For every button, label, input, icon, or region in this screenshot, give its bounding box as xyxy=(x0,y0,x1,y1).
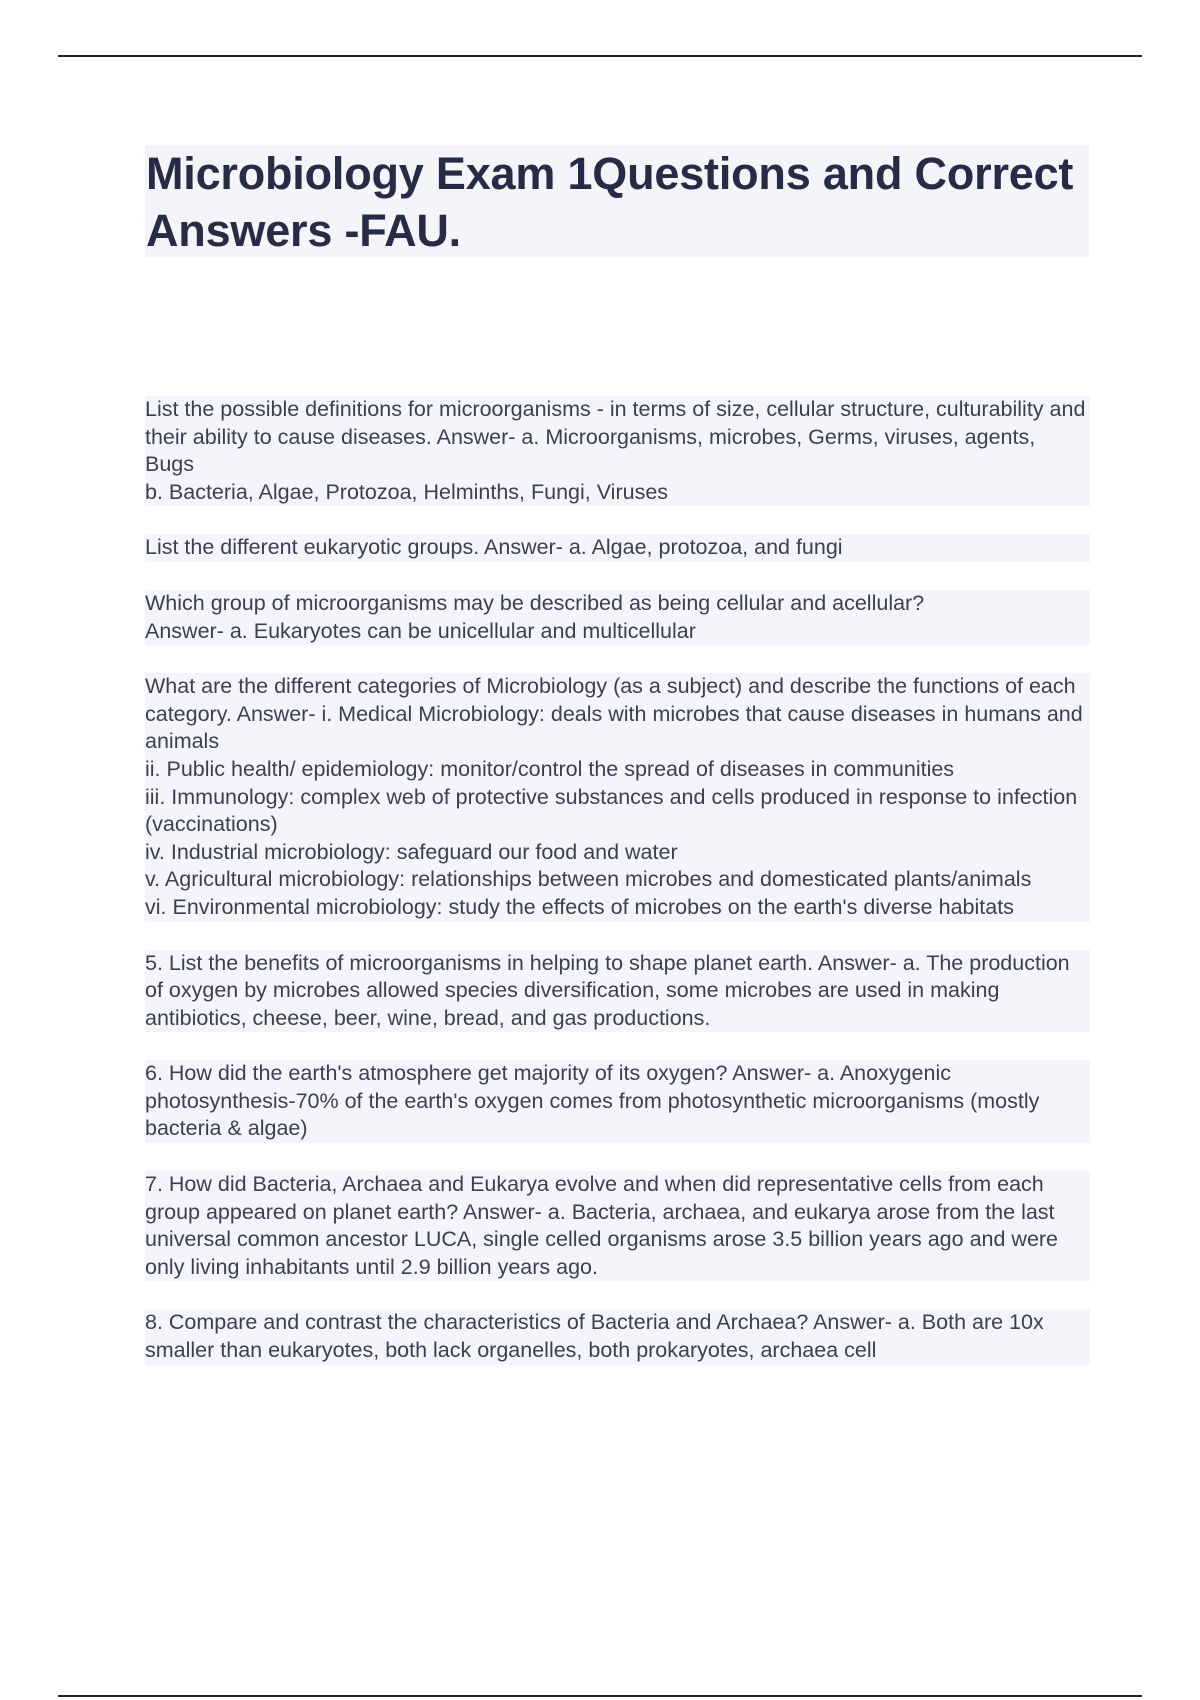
footer-rule xyxy=(58,1695,1142,1697)
qa-list xyxy=(145,396,1090,1393)
document-title: Microbiology Exam 1Questions and Correct Answers -FAU. xyxy=(146,148,1074,256)
qa-entry: What are the different categories of Microbiology (as a subject) and describe the functions of each category. Answer- i. Medical Microbiology: deals with microbes that cause diseases in humans and animals ii. Public health/ epidemiology: monitor/control the spread of diseases in communities iii. Immunology: complex web of protective substances and cells produced in response to infection (vaccinations) iv. Industrial microbiology: safeguard our food and water v. Agricultural microbiology: relationships between microbes and domesticated plants/animals vi. Environmental microbiology: study the effects of microbes on the earth's diverse habitats xyxy=(145,673,1090,921)
qa-entry: 5. List the benefits of microorganisms in helping to shape planet earth. Answer- a. The production of oxygen by microbes allowed species diversification, some microbes are used in making antibiotics, cheese, beer, wine, bread, and gas productions. xyxy=(145,950,1090,1033)
qa-entry: 8. Compare and contrast the characteristics of Bacteria and Archaea? Answer- a. Both are 10x smaller than eukaryotes, both lack organelles, both prokaryotes, archaea cell xyxy=(145,1309,1090,1364)
qa-entry: List the possible definitions for microorganisms - in terms of size, cellular structure, culturability and their ability to cause diseases. Answer- a. Microorganisms, microbes, Germs, viruses, agents, Bugs b. Bacteria, Algae, Protozoa, Helminths, Fungi, Viruses xyxy=(145,396,1090,506)
header-rule xyxy=(58,55,1142,57)
qa-entry: Which group of microorganisms may be described as being cellular and acellular? Answer- a. Eukaryotes can be unicellular and multicellular xyxy=(145,590,1090,645)
qa-entry: 6. How did the earth's atmosphere get majority of its oxygen? Answer- a. Anoxygenic photosynthesis-70% of the earth's oxygen comes from photosynthetic microorganisms (mostly bacteria & algae) xyxy=(145,1060,1090,1143)
qa-entry: List the different eukaryotic groups. Answer- a. Algae, protozoa, and fungi xyxy=(145,534,1090,562)
qa-entry: 7. How did Bacteria, Archaea and Eukarya evolve and when did representative cells from each group appeared on planet earth? Answer- a. Bacteria, archaea, and eukarya arose from the last universal common ancestor LUCA, single celled organisms arose 3.5 billion years ago and were only living inhabitants until 2.9 billion years ago. xyxy=(145,1171,1090,1281)
